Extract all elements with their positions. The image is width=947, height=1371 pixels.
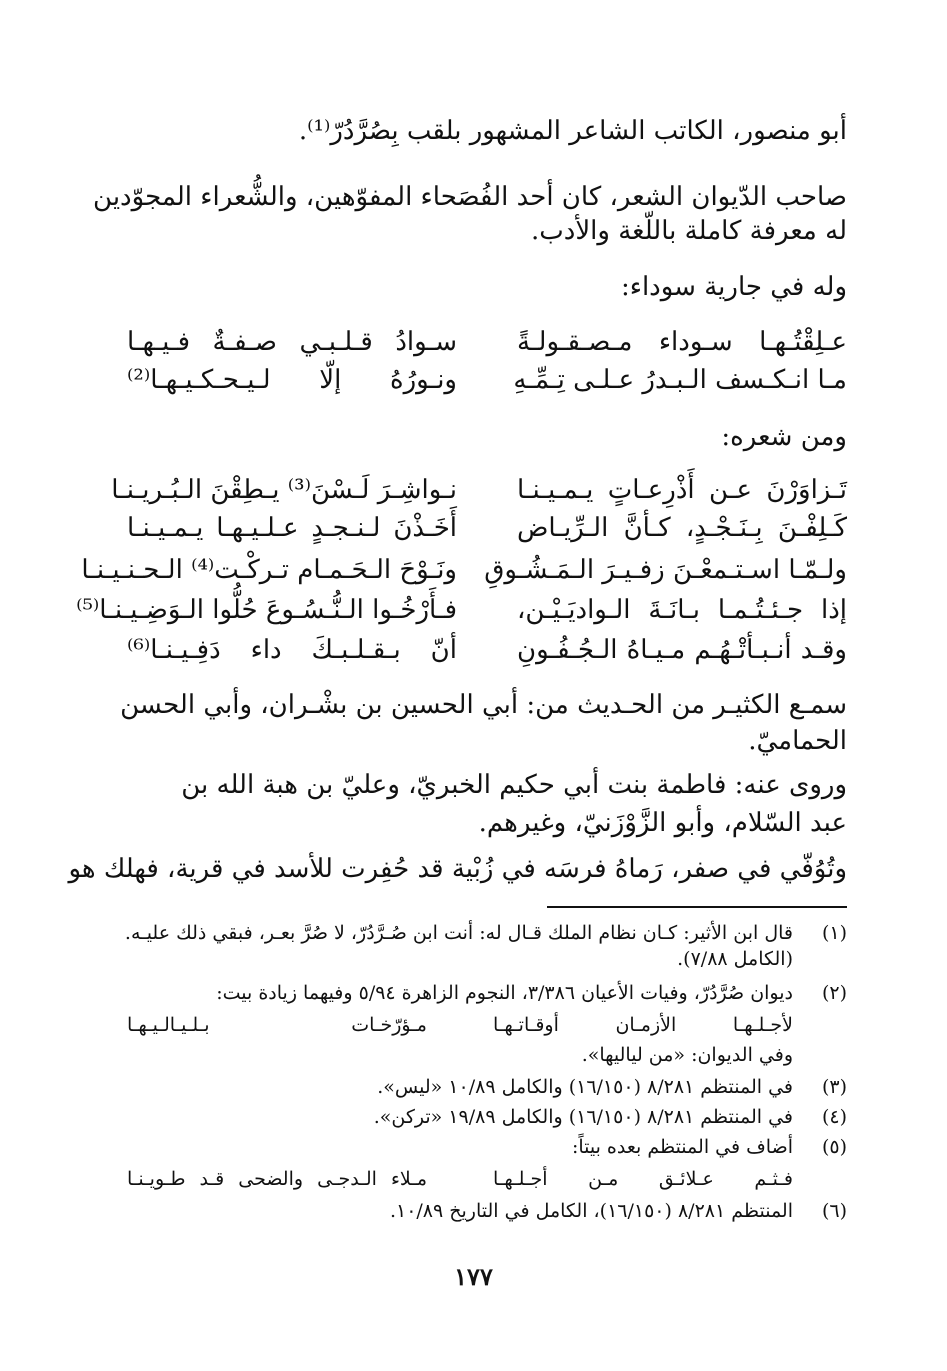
paragraph-1-line-1: صاحب الدّيوان الشعر، كان أحد الفُصَحاء المفوّهين، والشُّعراء المجوّدين [93, 182, 847, 212]
first-hemistich: مـا انـكـسف الـبـدرُ عـلـى تِـمِّـهِ [513, 365, 847, 395]
footnote-text: أضاف في المنتظم بعده بيتاً: [571, 1136, 793, 1158]
paragraph-4-line-1: وتُوُفّي في صفر، رَماهُ فرسَه في زُبْية قد حُفِرت للأسد في قرية، فهلك هو [68, 854, 847, 884]
footnote-number: (٤) [821, 1106, 847, 1128]
footnote-number: (٣) [821, 1076, 847, 1098]
footnote-text: المنتظم ٨/٢٨١ (١٦/١٥٠)، الكامل في التاريخ ١٠/٨٩. [389, 1200, 793, 1222]
footnote-1-continuation: (الكامل ٧/٨٨). [677, 948, 793, 970]
second-hemistich: سـوادُ قـلـبـي صـفـةٌ فـيـهـا [127, 327, 457, 357]
first-hemistich: ولـمّـا اسـتـمعْـنَ زفـيـرَ الـمَـشُـوقِ [484, 555, 847, 585]
first-hemistich: فـثـم عـلائـق مـن أجـلـهـا [493, 1168, 793, 1190]
footnote-separator [547, 906, 847, 908]
second-hemistich: فـأَرْخُـوا الـنُّـسُـوعَ حُلُّوا الـوَضِـيـنـا⁽⁵⁾ [76, 595, 457, 625]
footnote-text: ديوان صُرَّدُرّ، وفيات الأعيان ٣/٣٨٦، النجوم الزاهرة ٥/٩٤ وفيهما زيادة بيت: [216, 982, 793, 1004]
page-number: ١٧٧ [454, 1262, 493, 1291]
paragraph-1-line-2: له معرفة كاملة باللّغة والأدب. [531, 216, 847, 246]
second-hemistich: أنّ بـقـلـبـكَ داء دَفِـيـنـا⁽⁶⁾ [127, 635, 457, 665]
paragraph-3-line-1: وروى عنه: فاطمة بنت أبي حكيم الخبريّ، وعليّ بن هبة الله بن [181, 770, 847, 800]
poem-1-verse [127, 324, 847, 360]
second-hemistich: نـواشِـرَ لَـسْنَ⁽³⁾ يـطِقْنَ الـبُـريـنـا [111, 475, 457, 505]
poem-2-verse [111, 472, 847, 508]
paragraph-3-line-2: عبد السّلام، وأبو الزَّوْزَنيّ، وغيرهم. [478, 808, 847, 838]
footnote-6 [127, 1198, 847, 1224]
intro-line: أبو منصور، الكاتب الشاعر المشهور بلقب بِصُرَّدُرّ⁽¹⁾. [298, 116, 847, 146]
first-hemistich: إذا جـئـتُـمـا بـانَـةَ الـواديَـيْـن، [517, 595, 847, 625]
paragraph-2-line-2: الحماميّ. [748, 726, 847, 756]
paragraph-2-line-1: سمـع الكثيـر من الحـديث من: أبي الحسين بن بشْـران، وأبي الحسن [120, 690, 847, 720]
poem-1-verse [127, 362, 847, 398]
first-hemistich: كَـلِفْـنَ بِـنَـجْـدٍ، كـأنَّ الـرِّيـاض [517, 513, 847, 543]
footnote-text: في المنتظم ٨/٢٨١ (١٦/١٥٠) والكامل ١٠/٨٩ «ليس». [377, 1076, 793, 1098]
poem-2-intro: ومن شعره: [721, 422, 847, 452]
second-hemistich: مـؤرّخـات بـلـيـالـيـهـا [127, 1014, 427, 1036]
first-hemistich: عـلِقْتُـهـا سـوداء مـصـقـولـةً [517, 327, 847, 357]
footnote-text: قال ابن الأثير: كـان نظام الملك قـال له: أنت ابن صُـرَّدُرّ، لا صُرَّ بعـر، فبقي ذلك عليـه. [124, 922, 793, 944]
footnote-text: في المنتظم ٨/٢٨١ (١٦/١٥٠) والكامل ١٩/٨٩ «تركن». [373, 1106, 793, 1128]
first-hemistich: لأجـلـهـا الأزمـان أوقـاتـهـا [493, 1014, 793, 1036]
footnote-5 [127, 1134, 847, 1160]
first-hemistich: وقـد أنـبـأتْـهُـم مـيـاهُ الـجُـفُـونِ [517, 635, 847, 665]
poem-2-verse [127, 510, 847, 546]
first-hemistich: تَـزاوَرْنَ عـن أَذْرِعـاتٍ يـمـيـنـا [517, 475, 847, 505]
second-hemistich: أَخَـذْنَ لـنـجـدٍ عـلـيـهـا يـمـيـنـا [127, 513, 457, 543]
footnote-5-verse [127, 1166, 793, 1192]
footnote-number: (٥) [821, 1136, 847, 1158]
footnote-4 [127, 1104, 847, 1130]
second-hemistich: مـلاء الـدجـى والضحى قـد طـويـنـا [127, 1168, 427, 1190]
poem-1-intro: وله في جارية سوداء: [620, 272, 847, 302]
second-hemistich: ونـورُهُ إلّا لـيـحـكـيـهـا⁽²⁾ [127, 365, 457, 395]
footnote-3 [127, 1074, 847, 1100]
second-hemistich: ونَـوْحَ الـحَـمـام تـركْـت⁽⁴⁾ الـحـنـيـنـا [81, 555, 457, 585]
footnote-2-continuation: وفي الديوان: «من لياليها». [581, 1044, 793, 1066]
footnote-1 [124, 920, 847, 946]
poem-2-verse [127, 632, 847, 668]
footnote-2-verse [127, 1012, 793, 1038]
poem-2-verse [76, 592, 847, 628]
poem-2-verse [81, 552, 847, 588]
footnote-number: (٢) [821, 982, 847, 1004]
footnote-number: (١) [821, 922, 847, 944]
footnote-2 [127, 980, 847, 1006]
footnote-number: (٦) [821, 1200, 847, 1222]
